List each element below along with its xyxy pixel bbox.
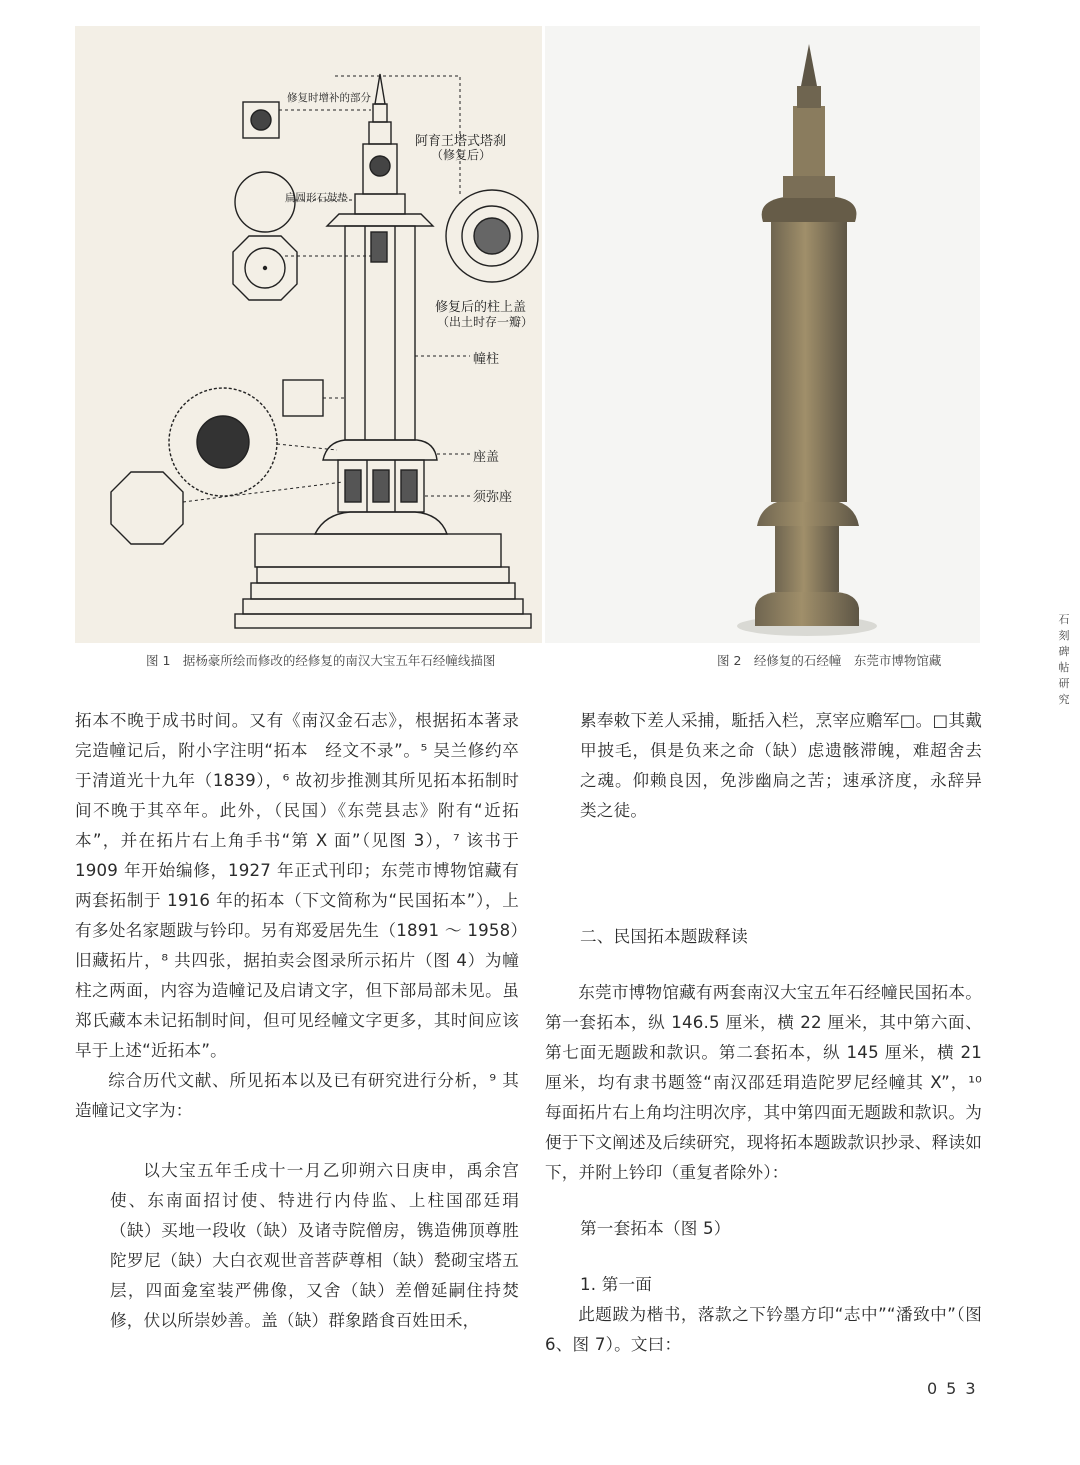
right-paragraph-1: 东莞市博物馆藏有两套南汉大宝五年石经幢民国拓本。第一套拓本，纵 146.5 厘米，横 22 厘米，其中第六面、第七面无题跋和款识。第二套拓本，纵 145 厘米，横 21 厘米，均有隶书题签“南汉邵廷琄造陀罗尼经幢其 X”，¹⁰ 每面拓片右上角均注明次序，其中第四面无题跋和款识。为便于下文阐述及后续研究，现将拓本题跋款识抄录、释读如下，并附上钤印（重复者除外）：	[545, 983, 982, 1182]
label-finial: 阿育王塔式塔刹	[415, 134, 507, 149]
stele-line-drawing	[75, 26, 542, 643]
base-step-3	[243, 599, 523, 614]
figure-2-photo	[545, 26, 980, 643]
inscription-quote	[75, 1156, 519, 1336]
detail-octagon-2	[111, 472, 183, 544]
label-added-part: 修复时增补的部分	[287, 92, 371, 104]
base-cover	[323, 440, 437, 460]
label-finial-note: （修复后）	[431, 148, 492, 162]
plinth	[255, 534, 501, 567]
label-cap: 修复后的柱上盖	[435, 300, 527, 315]
left-paragraph-1: 拓本不晚于成书时间。又有《南汉金石志》，根据拓本著录完造幢记后，附小字注明“拓本 经文不录”。⁵ 吴兰修约卒于清道光十九年（1839），⁶ 故初步推测其所见拓本拓制时间不晚于其卒年。此外，（民国）《东莞县志》附有“近拓本”，并在拓片右上角手书“第 X 面”（见图 3），⁷ 该书于 1909 年开始编修，1927 年正式刊印；东莞市博物馆藏有两套拓制于 1916 年的拓本（下文简称为“民国拓本”），上有多处名家题跋与钤印。另有郑爱居先生（1891 ～ 1958）旧藏拓片，⁸ 共四张，据拍卖会图录所示拓片（图 4）为幢柱之两面，内容为造幢记及启请文字，但下部局部未见。虽郑氏藏本未记拓制时间，但可见经幢文字更多，其时间应该早于上述“近拓本”。	[75, 711, 519, 1060]
finial-tip	[375, 74, 385, 104]
label-cap-note: （出土时存一瓣）	[437, 315, 534, 329]
drum	[355, 194, 405, 214]
base-step-1	[257, 567, 509, 583]
lotus-base	[315, 512, 447, 534]
figure-1-caption: 图 1 据杨豪所绘而修改的经修复的南汉大宝五年石经幢线描图	[146, 653, 496, 668]
inscription-text: 以大宝五年壬戌十一月乙卯朔六日庚申，禹余宫使、东南面招讨使、特进行内侍监、上柱国邵廷琄（缺）买地一段收（缺）及诸寺院僧房，镌造佛顶尊胜陀罗尼（缺）大白衣观世音菩萨尊相（缺）甃砌宝塔五层，四面龛室装严佛像，又舍（缺）差僧延嗣住持焚修，伏以所崇妙善。盖（缺）群象踏食百姓田禾，	[110, 1161, 519, 1330]
subheading-set-1: 第一套拓本（图 5）	[580, 1219, 731, 1238]
right-paragraph-2: 此题跋为楷书，落款之下钤墨方印“志中”“潘致中”（图 6、图 7）。文曰：	[545, 1305, 982, 1354]
base-step-4	[235, 614, 531, 628]
inscription-continued: 累奉敕下差人采捕，駈括入栏，烹宰应赡军□。□其戴甲披毛，俱是负来之命（缺）虑遗骸滞魄，难超舍去之魂。仰赖良因，免涉幽扃之苦；速承济度，永辞异类之徒。	[580, 711, 982, 820]
section-title: 二、民国拓本题跋释读	[580, 927, 748, 946]
label-base-cover: 座盖	[473, 450, 500, 465]
figure-2-caption: 图 2 经修复的石经幢 东莞市博物馆藏	[717, 653, 942, 668]
label-pillar: 幢柱	[473, 352, 500, 367]
detail-block	[283, 380, 323, 416]
label-drum: 扁圆形石鼓垫	[285, 192, 348, 204]
label-sumeru: 须弥座	[473, 490, 513, 505]
pillar-cap	[327, 214, 433, 226]
base-step-2	[251, 583, 515, 599]
subheading-face-1: 1. 第一面	[580, 1275, 653, 1294]
right-column	[545, 706, 982, 1360]
figure-1-line-drawing	[75, 26, 542, 643]
left-column	[75, 706, 519, 1336]
left-paragraph-2: 综合历代文献、所见拓本以及已有研究进行分析，⁹ 其造幢记文字为：	[75, 1071, 519, 1120]
stele-photo	[545, 26, 980, 643]
section-sidebar: 石刻碑帖研究	[1058, 613, 1070, 706]
page-number: 053	[927, 1379, 985, 1398]
